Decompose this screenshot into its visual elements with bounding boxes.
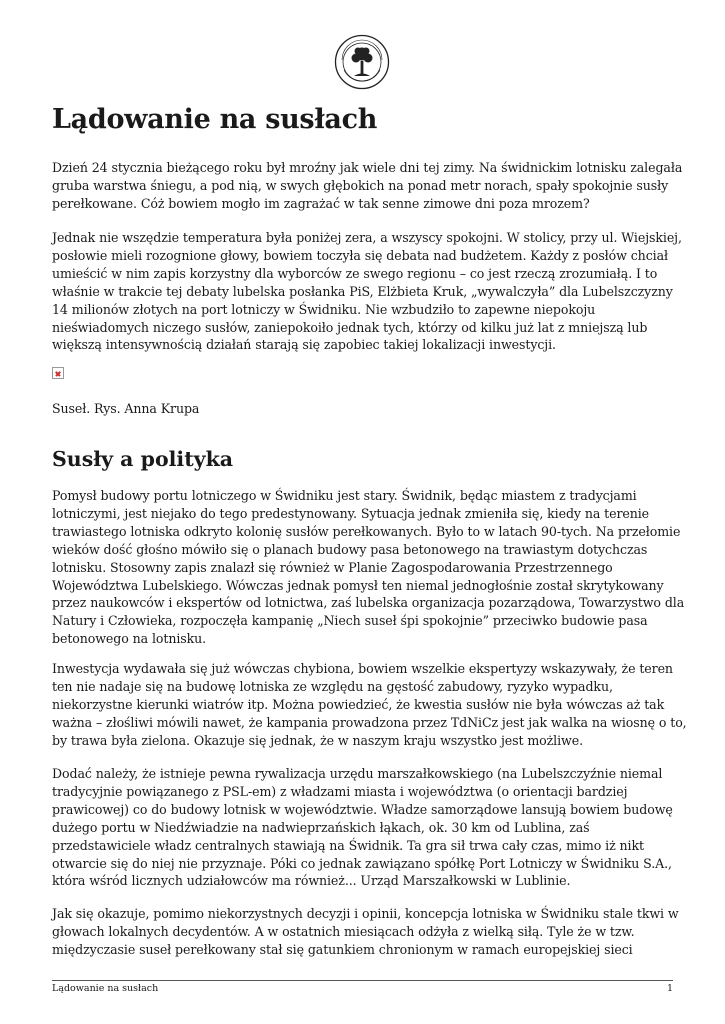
text-line: wieków dość głośno mówiło się o planach budowy pasa betonowego na trawiastym dotychczas (52, 541, 648, 557)
page-number: 1 (666, 983, 673, 994)
text-line: właśnie w trakcie tej debaty lubelska posłanka PiS, Elżbieta Kruk, „wywalczyła” dla Lubelszczyzny (52, 283, 673, 299)
text-line: ważna – złośliwi mówili nawet, że kampania prowadzona przez TdNiCz jest jak walka na wiosnę o to, (52, 714, 687, 730)
text-line: dużego portu w Niedźwiadzie na nadwieprzańskich łąkach, ok. 30 km od Lublina, zaś (52, 819, 590, 835)
text-line: perełkowane. Cóż bowiem mogło im zagrażać w tak senne zimowe dni poza mrozem? (52, 195, 590, 211)
text-line: ten nie nadaje się na budowę lotniska ze względu na gęstość zabudowy, ryzyko wypadku, (52, 678, 613, 694)
text-line: Dodać należy, że istnieje pewna rywalizacja urzędu marszałkowskiego (na Lubelszczyźnie niemal (52, 766, 663, 781)
text-line: betonowego na lotnisku. (52, 631, 207, 647)
footer-divider (52, 980, 673, 981)
text-line: otwarcie się do niej nie przyznaje. Póki co jednak zawiązano spółkę Port Lotniczy w Świdniku S.A., (52, 855, 672, 871)
text-line: nieświadomych niczego susłów, zaniepokoiło jednak tych, którzy od kilku już lat z mniejszą lub (52, 319, 648, 335)
text-line: 14 milionów złotych na port lotniczy w Świdniku. Nie wzbudziło to zapewne niepokoju (52, 301, 596, 317)
text-line: Pomysł budowy portu lotniczego w Świdniku jest stary. Świdnik, będąc miastem z tradycjami (52, 488, 637, 503)
text-line: lotniczymi, jest niejako do tego predestynowany. Sytuacja jednak zmieniła się, kiedy na terenie (52, 505, 650, 521)
text-line: trawiastego lotniska odkryto kolonię susłów perełkowanych. Było to w latach 90-tych. Na przełomie (52, 523, 681, 539)
section-paragraph-1 (52, 487, 685, 648)
intro-paragraph (52, 159, 683, 213)
page-title: Lądowanie na susłach (52, 104, 378, 135)
text-line: przedstawiciele władz centralnych stawiają na Świdnik. Ta gra sił trwa cały czas, mimo iż nikt (52, 837, 644, 853)
text-line: tradycyjnie powiązanego z PSL-em) z władzami miasta i województwa (o orientacji bardziej (52, 783, 628, 799)
section-paragraph-4 (52, 905, 679, 959)
text-line: większą intensywnością działań starają się zapobiec takiej lokalizacji inwestycji. (52, 337, 556, 353)
text-line: by trawa była zielona. Okazuje się jednak, że w naszym kraju wszystko jest możliwe. (52, 732, 583, 748)
section-paragraph-2 (52, 660, 687, 750)
text-line: głowach lokalnych decydentów. A w ostatnich miesiącach odżyła z wielką siłą. Tyle że w tzw. (52, 923, 635, 939)
text-line: prawicowej) co do budowy lotnisk w województwie. Władze samorządowe lansują bowiem budowę (52, 801, 673, 817)
text-line: przez naukowców i ekspertów od lotnictwa, zaś lubelska organizacja pozarządowa, Towarzystwo dla (52, 595, 685, 611)
text-line: gruba warstwa śniegu, a pod nią, w swych głębokich na ponad metr norach, spały spokojnie susły (52, 177, 669, 193)
tree-seal-icon (334, 34, 390, 90)
text-line: posłowie mieli rozognione głowy, bowiem toczyła się debata nad budżetem. Każdy z posłów chciał (52, 247, 668, 263)
text-line: która wśród licznych udziałowców ma również... Urząd Marszałkowski w Lublinie. (52, 873, 571, 889)
text-line: międzyczasie suseł perełkowany stał się gatunkiem chronionym w ramach europejskiej sieci (52, 941, 633, 957)
text-line: Natury i Człowieka, rozpoczęła kampanię „Niech suseł śpi spokojnie” przeciwko budowie pasa (52, 613, 648, 629)
text-line: lotnisku. Stosowny zapis znalazł się również w Planie Zagospodarowania Przestrzennego (52, 559, 613, 575)
footer-title: Lądowanie na susłach (52, 983, 159, 994)
debate-paragraph (52, 229, 682, 354)
text-line: umieścić w nim zapis korzystny dla wyborców ze swego regionu – co jest rzeczą zrozumiałą. I to (52, 265, 658, 281)
text-line: Województwa Lubelskiego. Wówczas jednak pomysł ten niemal jednogłośnie został skrytykowany (52, 577, 664, 593)
text-line: Inwestycja wydawała się już wówczas chybiona, bowiem wszelkie ekspertyzy wskazywały, że teren (52, 661, 673, 676)
text-line: Jednak nie wszędzie temperatura była poniżej zera, a wszyscy spokojni. W stolicy, przy ul. Wiejskiej, (52, 230, 682, 245)
image-caption: Suseł. Rys. Anna Krupa (52, 401, 200, 416)
section-title: Susły a polityka (52, 447, 234, 471)
section-paragraph-3 (52, 765, 674, 890)
broken-image-icon (52, 367, 64, 379)
text-line: Dzień 24 stycznia bieżącego roku był mroźny jak wiele dni tej zimy. Na świdnickim lotnisku zalegała (52, 160, 683, 175)
text-line: Jak się okazuje, pomimo niekorzystnych decyzji i opinii, koncepcja lotniska w Świdniku stale tkwi w (52, 906, 679, 921)
text-line: niekorzystne kierunki wiatrów itp. Można powiedzieć, że kwestia susłów nie była wówczas aż tak (52, 696, 665, 712)
